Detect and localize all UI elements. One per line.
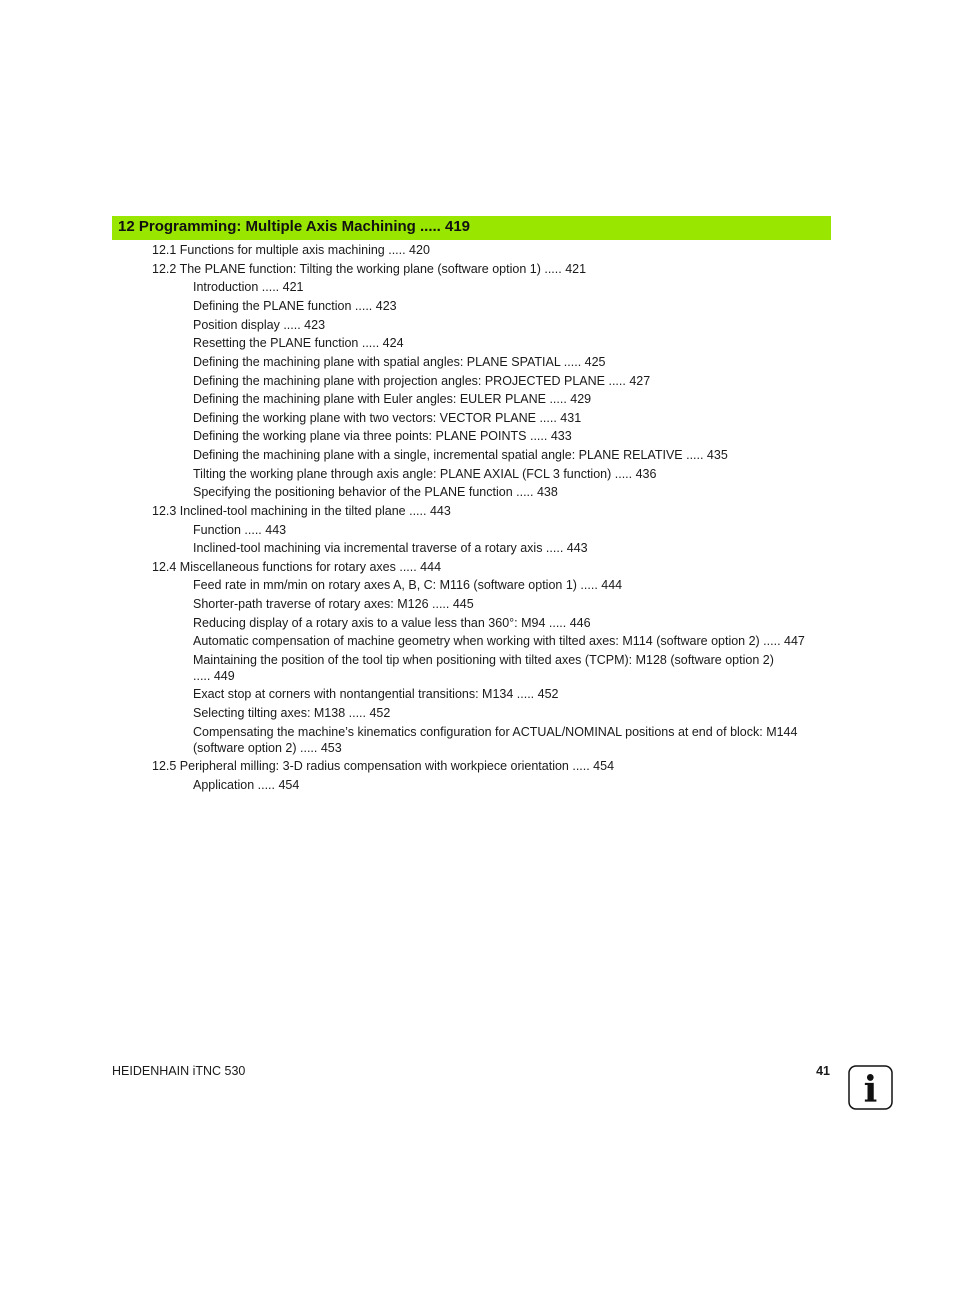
toc-subsection-entry[interactable]: Position display ..... 423 [193,318,326,332]
footer-product-name: HEIDENHAIN iTNC 530 [112,1064,246,1078]
info-icon-glyph: i [863,1069,878,1110]
toc-subsection-entry[interactable]: Automatic compensation of machine geometry when working with tilted axes: M114 (software option 2) ..... 447 [193,634,805,648]
info-icon [848,1065,893,1110]
toc-subsection-entry[interactable]: Tilting the working plane through axis angle: PLANE AXIAL (FCL 3 function) ..... 436 [193,467,657,481]
toc-subsection-entry[interactable]: Defining the working plane with two vectors: VECTOR PLANE ..... 431 [193,411,582,425]
toc-subsection-entry[interactable]: Feed rate in mm/min on rotary axes A, B, C: M116 (software option 1) ..... 444 [193,578,623,592]
toc-subsection-entry[interactable]: Maintaining the position of the tool tip when positioning with tilted axes (TCPM): M128 (software option 2) ..... 449 [193,653,774,683]
toc-subsection-entry[interactable]: Defining the machining plane with projection angles: PROJECTED PLANE ..... 427 [193,374,651,388]
toc-subsection-entry[interactable]: Introduction ..... 421 [193,280,304,294]
toc-subsection-entry[interactable]: Function ..... 443 [193,523,287,537]
toc-subsection-entry[interactable]: Defining the machining plane with spatial angles: PLANE SPATIAL ..... 425 [193,355,606,369]
toc-subsection-entry[interactable]: Defining the working plane via three points: PLANE POINTS ..... 433 [193,429,572,443]
toc-section-entry[interactable]: 12.5 Peripheral milling: 3-D radius compensation with workpiece orientation ..... 454 [152,759,615,773]
toc-subsection-entry[interactable]: Reducing display of a rotary axis to a value less than 360°: M94 ..... 446 [193,616,591,630]
toc-subsection-entry[interactable]: Exact stop at corners with nontangential transitions: M134 ..... 452 [193,687,559,701]
toc-subsection-entry[interactable]: Defining the PLANE function ..... 423 [193,299,397,313]
chapter-heading-bar [112,216,831,240]
toc-subsection-entry[interactable]: Specifying the positioning behavior of the PLANE function ..... 438 [193,485,558,499]
toc-subsection-entry[interactable]: Defining the machining plane with a single, incremental spatial angle: PLANE RELATIVE ..... 435 [193,448,728,462]
toc-subsection-entry[interactable]: Defining the machining plane with Euler angles: EULER PLANE ..... 429 [193,392,592,406]
toc-subsection-entry[interactable]: Resetting the PLANE function ..... 424 [193,336,404,350]
toc-subsection-entry[interactable]: Selecting tilting axes: M138 ..... 452 [193,706,391,720]
page-number: 41 [816,1064,830,1078]
toc-section-entry[interactable]: 12.3 Inclined-tool machining in the tilted plane ..... 443 [152,504,451,518]
toc-section-entry[interactable]: 12.1 Functions for multiple axis machining ..... 420 [152,243,430,257]
chapter-title: 12 Programming: Multiple Axis Machining ..... 419 [118,218,471,235]
toc-subsection-entry[interactable]: Inclined-tool machining via incremental traverse of a rotary axis ..... 443 [193,541,588,555]
toc-subsection-entry[interactable]: Application ..... 454 [193,778,300,792]
toc-section-entry[interactable]: 12.4 Miscellaneous functions for rotary axes ..... 444 [152,560,442,574]
toc-subsection-entry[interactable]: Compensating the machine’s kinematics configuration for ACTUAL/NOMINAL positions at end of block: M144 (software option 2) ..... 453 [193,725,798,755]
toc-subsection-entry[interactable]: Shorter-path traverse of rotary axes: M126 ..... 445 [193,597,474,611]
toc-section-entry[interactable]: 12.2 The PLANE function: Tilting the working plane (software option 1) ..... 421 [152,262,587,276]
